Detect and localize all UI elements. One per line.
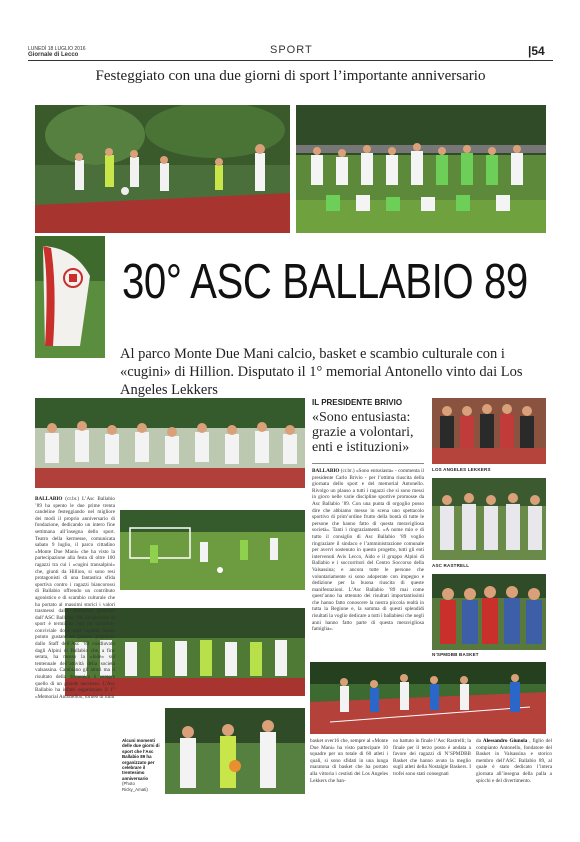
photo-soccer-kids xyxy=(35,105,290,233)
photo-crowd xyxy=(35,398,305,488)
team-caption-1: LOS ANGELES LEKKERS xyxy=(432,467,491,472)
paper-name: Giornale di Lecco xyxy=(28,52,79,58)
lead-paragraph: BALLABIO (cr.br.) L’Asc Ballabio ’89 ha spento le due prime trenta candeline festeggiando nel migliore dei modi il proprio anniversario di fondazione, dedicando un intero fine settimana all’insegna dello sport. Teatro della kermesse, comunicata sabato 9 luglio, il parco cittadino «Monte Due Mani» che ha visto la partecipazione alla festa di oltre 100 ragazzi tra cui i «cugini transalpini» che, giunti da Hillion, si sono resi protagonisti di una fantastica sfida sportiva contro i ragazzi biancorossi di Ballabio offrendo un contributo agonistico e di scambio culturale che ha portato al massimi storici i valori trasmessi dalle discipline proposte dall’ASC Ballabio ’89. La giornata di sport è terminata con un momento conviviale dove tutti ragazzi hanno potuto gustare un pranzo preparato dallo Staff dell’Asc ’89 coadiuvato dagli Alpini di Ballabio che, a fine serata, ha messo la «lode» sul tentennale dell’attività della società valsassina. Cambiano gli attori ma il risultato della domenica è sempre quello di un grande successo. L’Asc Ballabio ha infatti organizzato il 1° «Memorial Antonello», torneo di mini xyxy=(35,496,115,700)
interview-rule xyxy=(312,463,424,464)
header-rule xyxy=(28,60,553,61)
body-column-2: basket over16 che, sempre al «Monte Due Mani» ha visto partecipare 10 squadre per un totale di 60 atleti i quali, si sono sfidati in una lunga maratona di basket che ha portato alla vittoria i cestisti dei Los Angeles Lekkers che han- xyxy=(310,738,388,784)
photo-soccer-field xyxy=(120,510,305,590)
photo-caption: Alcuni momenti delle due giorni di sport che l’Asc Ballabio 89 ha organizzato per celebrare il trentesimo anniversario (Photo Ricky_Amati) xyxy=(122,738,160,792)
body-column-3: no battuto in finale l’Asc Rastrelli; la finale per il terzo posto è andata a favore dei ragazzi di N’SPMDBB Basket che hanno avuto la meglio sugli atleti della Nostalgie Baskers. I trofei sono stati consegnati xyxy=(393,738,471,777)
photo-team-rastrell xyxy=(432,478,546,560)
team-caption-2: ASC RASTRELL xyxy=(432,563,470,568)
photo-team-nspmdbb xyxy=(432,574,546,650)
photo-girls xyxy=(165,708,305,794)
article-headline: 30° ASC BALLABIO 89 xyxy=(122,255,528,309)
photo-basketball-court xyxy=(310,662,546,734)
body-column-4: da Alessandro Giunola , figlio del compianto Antonello, fondatore del Basket in Valsassina e storico membro dell’ASC Ballabio 89, al quale è stato dedicato l’intera giornata all’insegna della palla a spicchi e del divertimento. xyxy=(476,738,552,784)
team-caption-3: N’SPMDBB BASKET xyxy=(432,652,479,657)
photo-group-team xyxy=(296,105,546,233)
page-number: |54 xyxy=(528,44,545,58)
interview-title: «Sono entusiasta: grazie a volontari, enti e istituzioni» xyxy=(312,410,414,455)
article-deck: Al parco Monte Due Mani calcio, basket e scambio culturale con i «cugini» di Hillion. Disputato il 1° memorial Antonello vinto dai Los Angeles Lekkers xyxy=(120,346,523,398)
photo-banner-flag xyxy=(35,236,105,358)
issue-date: LUNEDÌ 18 LUGLIO 2016 xyxy=(28,46,86,52)
section-label: SPORT xyxy=(270,44,313,56)
interview-kicker: IL PRESIDENTE BRIVIO xyxy=(312,398,403,407)
photo-team-los-angeles xyxy=(432,398,546,464)
interview-text: BALLABIO (cr.br.) «Sono entusiasta» - commenta il presidente Carlo Brivio - per l’ottima riuscita della giornata dello sport e del memorial Antonello. Rivolgo un plauso a tutti i ragazzi che si sono messi in gioco nelle varie discipline sportive promosse da Asc Ballabio ’89. Con una punta di orgoglio posso dire che abbiamo messo in scena uno spettacolo sportivo di prim’ordine frutto della bontà di tutte le persone che hanno fatto di questa meravigliosa società». Tanti i ringraziamenti. «A nome mio e di tutto il consiglio di Asc Ballabio ’89 voglio ringraziare il sindaco e l’amministrazione comunale per avervi sostenuto in questo progetto, tutti gli enti intervenuti Avis Lecco, Aido e il gruppo Alpini di Ballabio e i soccorritori del Centro Soccorso della Valsassina; e ancora tutte le persone che volontariamente si sono adoperate con impegno e dedizione per la buona riuscita di queste manifestazioni. L’Asc Ballabio ’89 mai come quest’anno ha ottenuto dei risultati importantissimi che hanno fatto conoscere la nostra piccola realtà in tutta la Regione e, la somma di questi splendidi risultati la voglio dedicare a tutti i ballabiesi che negli anni hanno fatto parte di questa meravigliosa famiglia». xyxy=(312,468,424,633)
article-kicker: Festeggiato con una due giorni di sport l’importante anniversario xyxy=(95,68,486,84)
